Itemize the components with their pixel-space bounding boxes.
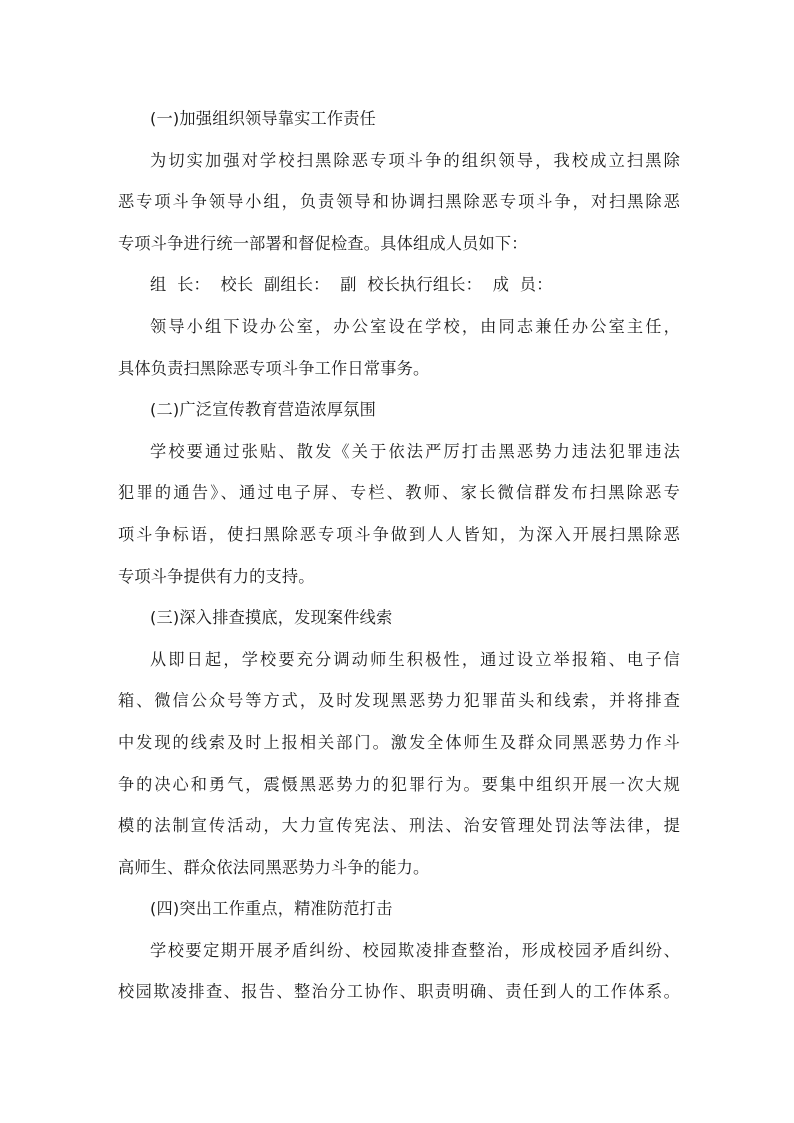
paragraph-line: 为切实加强对学校扫黑除恶专项斗争的组织领导，我校成立扫黑除	[150, 150, 680, 170]
paragraph-line: 专项斗争进行统一部署和督促检查。具体组成人员如下：	[118, 233, 528, 253]
section-heading-2: (二)广泛宣传教育营造浓厚氛围	[150, 400, 377, 420]
members-line: 组 长： 校长 副组长： 副 校长执行组长： 成 员：	[150, 275, 553, 295]
section-heading-1: (一)加强组织领导靠实工作责任	[150, 109, 377, 128]
paragraph-line: 箱、微信公众号等方式，及时发现黑恶势力犯罪苗头和线索，并将排查	[118, 691, 680, 711]
paragraph-line: 专项斗争提供有力的支持。	[118, 566, 315, 586]
document-page	[118, 98, 680, 1013]
paragraph-4	[118, 639, 680, 889]
paragraph-line: 学校要定期开展矛盾纠纷、校园欺凌排查整治，形成校园矛盾纠纷、	[150, 940, 680, 960]
section-heading-3: (三)深入排查摸底，发现案件线索	[150, 608, 393, 628]
paragraph-line: 犯罪的通告》、通过电子屏、专栏、教师、家长微信群发布扫黑除恶专	[118, 483, 680, 503]
paragraph-line: 领导小组下设办公室，办公室设在学校，由同志兼任办公室主任，	[150, 316, 680, 336]
paragraph-1	[118, 140, 680, 265]
paragraph-line: 恶专项斗争领导小组，负责领导和协调扫黑除恶专项斗争，对扫黑除恶	[118, 192, 680, 212]
paragraph-line: 中发现的线索及时上报相关部门。激发全体师生及群众同黑恶势力作斗	[118, 732, 680, 752]
section-heading-4: (四)突出工作重点，精准防范打击	[150, 899, 393, 919]
paragraph-line: 学校要通过张贴、散发《关于依法严厉打击黑恶势力违法犯罪违法	[150, 441, 680, 461]
paragraph-3	[118, 431, 680, 597]
paragraph-5	[118, 930, 680, 1013]
paragraph-line: 项斗争标语，使扫黑除恶专项斗争做到人人皆知，为深入开展扫黑除恶	[118, 524, 680, 544]
paragraph-line: 高师生、群众依法同黑恶势力斗争的能力。	[118, 857, 430, 877]
paragraph-line: 争的决心和勇气，震慑黑恶势力的犯罪行为。要集中组织开展一次大规	[118, 774, 680, 794]
paragraph-line: 模的法制宣传活动，大力宣传宪法、刑法、治安管理处罚法等法律，提	[118, 816, 680, 836]
paragraph-line: 从即日起，学校要充分调动师生积极性，通过设立举报箱、电子信	[150, 649, 680, 669]
paragraph-line: 校园欺凌排查、报告、整治分工协作、职责明确、责任到人的工作体系。	[118, 982, 680, 1002]
paragraph-2	[118, 306, 680, 389]
paragraph-line: 具体负责扫黑除恶专项斗争工作日常事务。	[118, 358, 430, 378]
